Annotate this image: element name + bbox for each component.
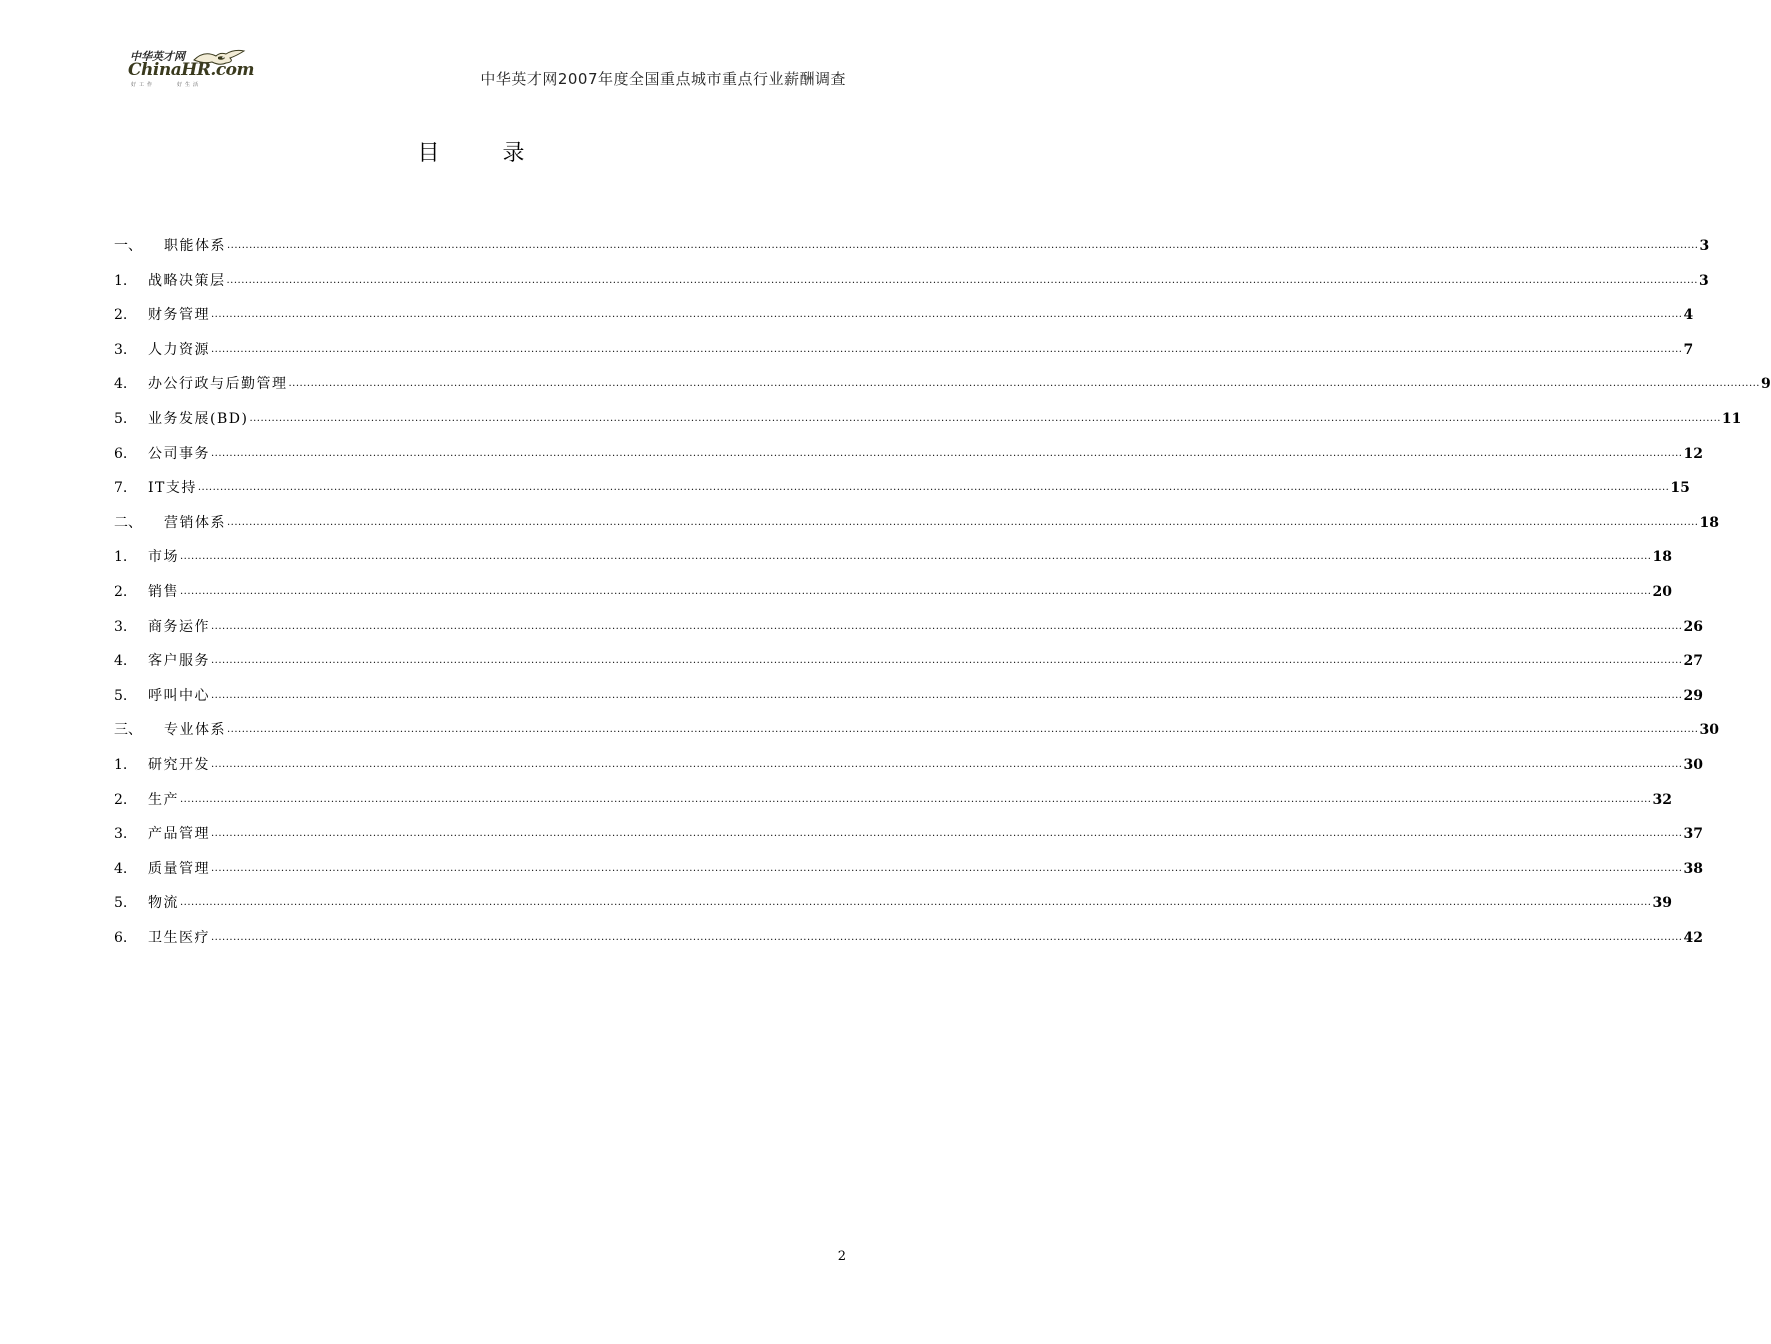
toc-entry[interactable] bbox=[114, 617, 1703, 652]
toc-entry[interactable] bbox=[114, 928, 1703, 963]
toc-entry-label: 业务发展(BD) bbox=[148, 410, 249, 427]
toc-entry-page: 27 bbox=[1683, 653, 1703, 670]
toc-entry-label: 产品管理 bbox=[148, 826, 210, 843]
toc-entry[interactable] bbox=[114, 444, 1703, 479]
toc-entry[interactable] bbox=[114, 582, 1672, 617]
toc-entry-number: 二、 bbox=[114, 514, 142, 531]
toc-entry[interactable] bbox=[114, 547, 1672, 582]
toc-entry-page: 18 bbox=[1652, 549, 1672, 566]
toc-dot-leader: ................................................................................................................................................................................................................................................................................................................................................................................................................ bbox=[227, 240, 1699, 251]
toc-entry-number: 4. bbox=[114, 860, 128, 877]
toc-entry[interactable] bbox=[114, 478, 1690, 513]
toc-dot-leader: ................................................................................................................................................................................................................................................................................................................................................................................................................ bbox=[211, 689, 1683, 701]
toc-dot-leader: ................................................................................................................................................................................................................................................................................................................................................................................................................ bbox=[211, 343, 1683, 355]
toc-entry[interactable] bbox=[114, 790, 1672, 825]
toc-entry[interactable] bbox=[114, 305, 1694, 340]
toc-entry[interactable] bbox=[114, 340, 1694, 375]
toc-entry[interactable] bbox=[114, 859, 1703, 894]
toc-entry[interactable] bbox=[114, 720, 1719, 755]
toc-entry-page: 29 bbox=[1683, 687, 1703, 704]
toc-entry[interactable] bbox=[114, 271, 1709, 306]
toc-entry[interactable] bbox=[114, 651, 1703, 686]
toc-entry-label: IT支持 bbox=[148, 480, 197, 497]
toc-entry-number: 1. bbox=[114, 756, 128, 773]
toc-dot-leader: ................................................................................................................................................................................................................................................................................................................................................................................................................ bbox=[211, 828, 1683, 840]
toc-entry-number: 6. bbox=[114, 929, 128, 946]
toc-entry-page: 26 bbox=[1683, 618, 1703, 635]
toc-dot-leader: ................................................................................................................................................................................................................................................................................................................................................................................................................ bbox=[211, 620, 1683, 632]
toc-title: 目 录 bbox=[417, 141, 553, 166]
toc-dot-leader: ................................................................................................................................................................................................................................................................................................................................................................................................................ bbox=[180, 897, 1652, 909]
toc-entry-number: 三、 bbox=[114, 722, 142, 739]
toc-entry-page: 15 bbox=[1670, 480, 1690, 497]
toc-entry-number: 1. bbox=[114, 549, 128, 566]
toc-entry-page: 38 bbox=[1683, 860, 1703, 877]
toc-entry-page: 37 bbox=[1683, 826, 1703, 843]
toc-entry-page: 7 bbox=[1683, 341, 1694, 358]
toc-entry-label: 研究开发 bbox=[148, 756, 210, 773]
toc-entry-label: 呼叫中心 bbox=[148, 687, 210, 704]
slogan-part: 好工作 bbox=[131, 82, 156, 88]
toc-entry[interactable] bbox=[114, 374, 1771, 409]
toc-entry[interactable] bbox=[114, 755, 1703, 790]
toc-entry-label: 专业体系 bbox=[164, 722, 226, 739]
toc-entry-page: 4 bbox=[1683, 307, 1694, 324]
toc-entry-page: 11 bbox=[1721, 410, 1742, 427]
toc-entry-label: 市场 bbox=[148, 549, 179, 566]
toc-entry-page: 3 bbox=[1698, 272, 1709, 289]
toc-entry-number: 2. bbox=[114, 791, 128, 808]
toc-entry-number: 5. bbox=[114, 895, 128, 912]
toc-entry-number: 1. bbox=[114, 272, 128, 289]
toc-entry-number: 7. bbox=[114, 480, 128, 497]
toc-entry-page: 9 bbox=[1760, 376, 1771, 393]
toc-entry-number: 6. bbox=[114, 445, 128, 462]
toc-entry[interactable] bbox=[114, 824, 1703, 859]
toc-entry-label: 客户服务 bbox=[148, 653, 210, 670]
toc-entry-label: 营销体系 bbox=[164, 514, 226, 531]
toc-entry-label: 人力资源 bbox=[148, 341, 210, 358]
toc-entry-page: 32 bbox=[1652, 791, 1672, 808]
toc-entry-number: 5. bbox=[114, 410, 128, 427]
toc-dot-leader: ................................................................................................................................................................................................................................................................................................................................................................................................................ bbox=[180, 551, 1652, 563]
toc-entry-page: 39 bbox=[1652, 895, 1672, 912]
logo-slogan bbox=[131, 81, 223, 88]
toc-entry-number: 一、 bbox=[114, 238, 142, 254]
page-number: 2 bbox=[837, 1249, 846, 1264]
toc-entry-number: 5. bbox=[114, 687, 128, 704]
toc-entry[interactable] bbox=[114, 236, 1710, 271]
toc-dot-leader: ................................................................................................................................................................................................................................................................................................................................................................................................................ bbox=[211, 447, 1683, 459]
toc-entry-label: 卫生医疗 bbox=[148, 929, 210, 946]
toc-entry-number: 2. bbox=[114, 307, 128, 324]
toc-entry-page: 12 bbox=[1683, 445, 1703, 462]
toc-dot-leader: ................................................................................................................................................................................................................................................................................................................................................................................................................ bbox=[211, 309, 1683, 321]
toc-entry-number: 3. bbox=[114, 826, 128, 843]
toc-dot-leader: ................................................................................................................................................................................................................................................................................................................................................................................................................ bbox=[211, 655, 1683, 667]
toc-entry-page: 30 bbox=[1683, 756, 1703, 773]
toc-entry-label: 商务运作 bbox=[148, 618, 210, 635]
toc-dot-leader: ................................................................................................................................................................................................................................................................................................................................................................................................................ bbox=[211, 758, 1683, 770]
toc-dot-leader: ................................................................................................................................................................................................................................................................................................................................................................................................................ bbox=[249, 412, 1721, 424]
chinahr-logo bbox=[128, 48, 255, 92]
toc-entry-number: 4. bbox=[114, 376, 128, 393]
toc-entry-label: 职能体系 bbox=[164, 238, 226, 254]
toc-dot-leader: ................................................................................................................................................................................................................................................................................................................................................................................................................ bbox=[288, 378, 1760, 390]
report-title: 中华英才网2007年度全国重点城市重点行业薪酬调查 bbox=[480, 70, 846, 88]
toc-entry-label: 物流 bbox=[148, 895, 179, 912]
toc-dot-leader: ................................................................................................................................................................................................................................................................................................................................................................................................................ bbox=[227, 724, 1699, 736]
toc-entry-number: 2. bbox=[114, 583, 128, 600]
toc-entry[interactable] bbox=[114, 686, 1703, 721]
toc-dot-leader: ................................................................................................................................................................................................................................................................................................................................................................................................................ bbox=[226, 274, 1698, 286]
toc-dot-leader: ................................................................................................................................................................................................................................................................................................................................................................................................................ bbox=[180, 585, 1652, 597]
toc-dot-leader: ................................................................................................................................................................................................................................................................................................................................................................................................................ bbox=[197, 482, 1670, 494]
toc-entry-number: 3. bbox=[114, 341, 128, 358]
toc-entry[interactable] bbox=[114, 893, 1672, 928]
toc-entry-label: 生产 bbox=[148, 791, 179, 808]
toc-entry-label: 公司事务 bbox=[148, 445, 210, 462]
toc-entry-label: 销售 bbox=[148, 583, 179, 600]
toc-dot-leader: ................................................................................................................................................................................................................................................................................................................................................................................................................ bbox=[211, 931, 1683, 943]
toc-dot-leader: ................................................................................................................................................................................................................................................................................................................................................................................................................ bbox=[227, 516, 1699, 528]
toc-entry-number: 4. bbox=[114, 653, 128, 670]
toc-entry[interactable] bbox=[114, 513, 1719, 548]
toc-entry-label: 质量管理 bbox=[148, 860, 210, 877]
toc-entry-label: 财务管理 bbox=[148, 307, 210, 324]
logo-chinese-text: 中华英才网 bbox=[130, 50, 185, 63]
toc-entry-page: 3 bbox=[1699, 238, 1710, 254]
slogan-part: 好生活 bbox=[177, 82, 202, 88]
toc-entry-label: 战略决策层 bbox=[148, 272, 226, 289]
toc-entry[interactable] bbox=[114, 409, 1742, 444]
toc-entry-page: 42 bbox=[1683, 929, 1703, 946]
toc-dot-leader: ................................................................................................................................................................................................................................................................................................................................................................................................................ bbox=[211, 862, 1683, 874]
toc-entry-number: 3. bbox=[114, 618, 128, 635]
toc-entry-page: 20 bbox=[1652, 583, 1672, 600]
page-header bbox=[0, 0, 950, 100]
toc-dot-leader: ................................................................................................................................................................................................................................................................................................................................................................................................................ bbox=[180, 793, 1652, 805]
toc-entry-page: 30 bbox=[1699, 722, 1719, 739]
toc-entry-page: 18 bbox=[1699, 514, 1719, 531]
toc-entry-label: 办公行政与后勤管理 bbox=[148, 376, 288, 393]
table-of-contents bbox=[114, 236, 1771, 962]
logo-english-text: ChinaHR.com bbox=[128, 60, 255, 80]
